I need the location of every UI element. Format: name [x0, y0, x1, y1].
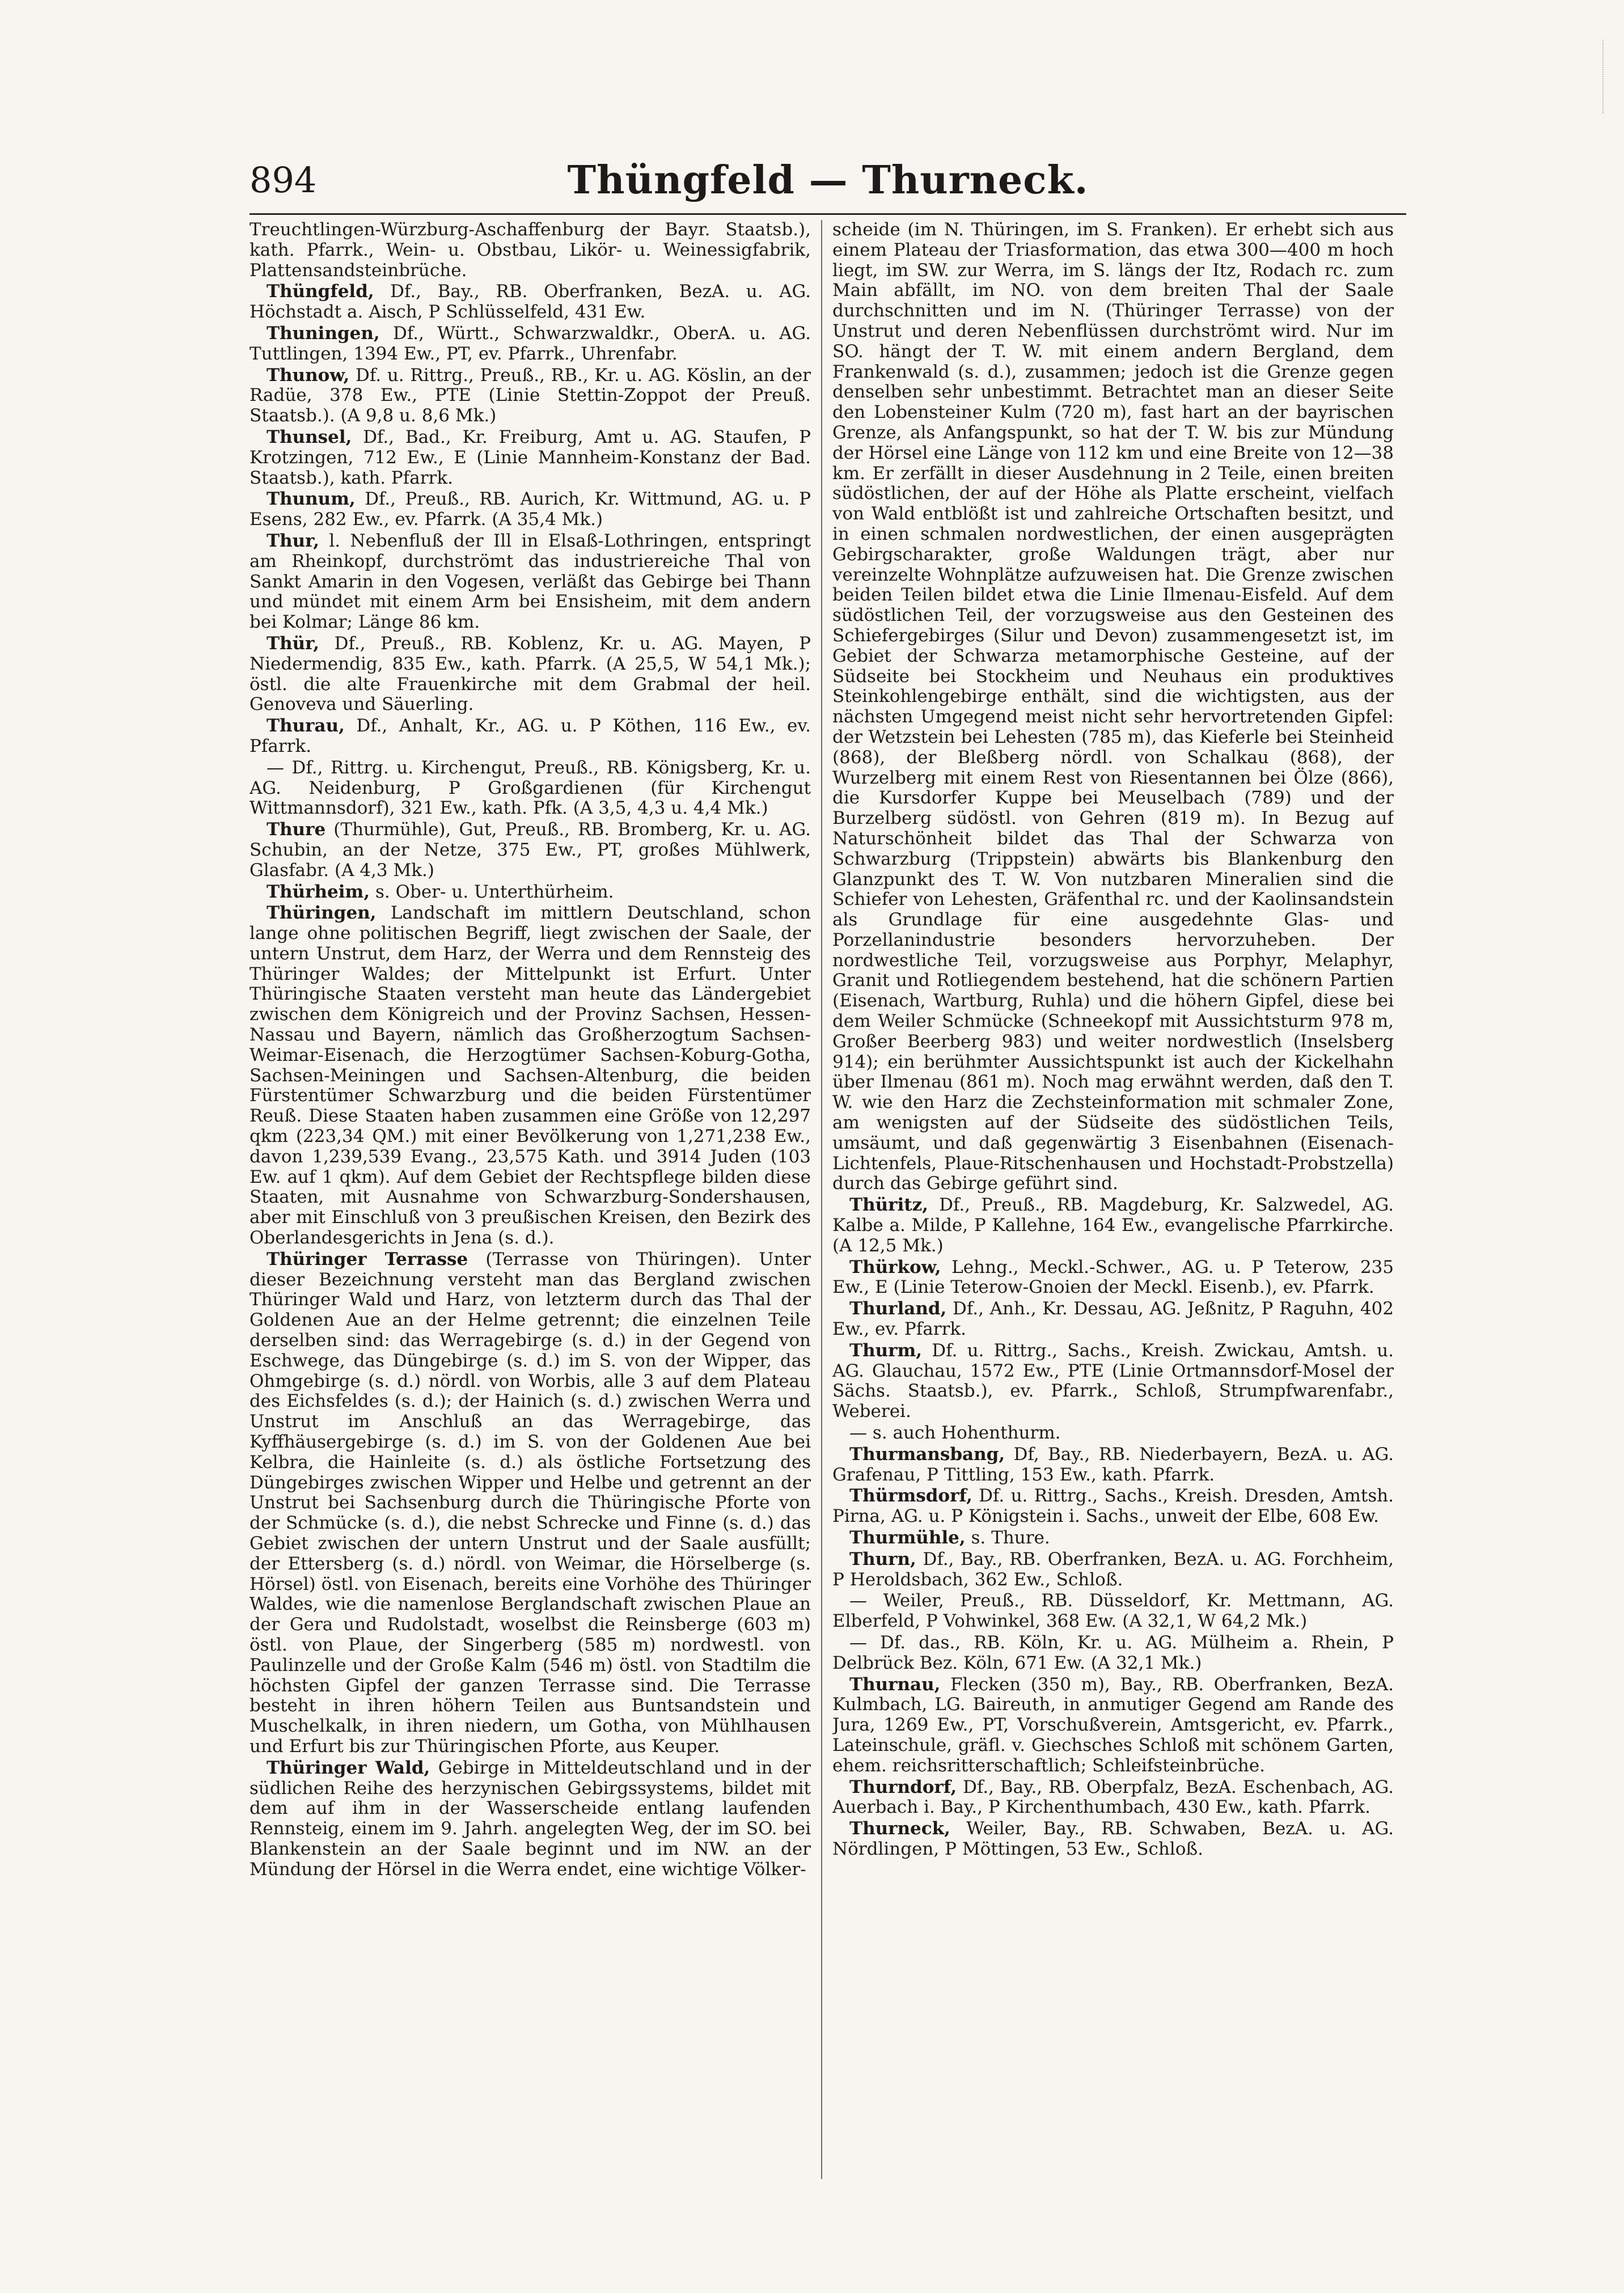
continued-text: [832, 220, 1394, 1194]
entry-headword: Thüritz,: [849, 1195, 928, 1216]
entry-headword: Thürheim,: [267, 881, 370, 902]
entry-text: Df., Bay., RB. Oberpfalz, BezA. Eschenbach, AG. Auerbach i. Bay., P Kirchenthumbach, 430 Ew., kath. Pfarrk.: [832, 1776, 1394, 1818]
dictionary-entry: [249, 716, 811, 757]
dictionary-entry: [249, 1250, 811, 1757]
continued-text: [249, 220, 811, 281]
column-divider: [821, 220, 822, 2179]
entry-headword: Thunum,: [267, 489, 356, 510]
dictionary-entry: [249, 758, 811, 819]
dictionary-entry: [249, 634, 811, 715]
entry-headword: Thüringen,: [267, 903, 377, 924]
entry-text: — s. auch Hohenthurm.: [849, 1423, 1061, 1444]
entry-text: scheide (im N. Thüringen, im S. Franken). Er erhebt sich aus einem Plateau der Triasformation, das etwa 300—400 m hoch liegt, im SW. zur Werra, im S. längs der Itz, Rodach rc. zum Main abfällt, im NO. von dem breiten Thal der Saale durchschnitten und im N. (Thüringer Terrasse) von der Unstrut und deren Nebenflüssen durchströmt wird. Nur im SO. hängt der T. W. mit einem andern Bergland, dem Frankenwald (s. d.), zusammen; jedoch ist die Grenze gegen denselben sehr unbestimmt. Betrachtet man an dieser Seite den Lobensteiner Kulm (720 m), fast hart an der bayrischen Grenze, als Anfangspunkt, so hat der T. W. bis zur Mündung der Hörsel eine Länge von 112 km und eine Breite von 12—38 km. Er zerfällt in dieser Ausdehnung in 2 Teile, einen breiten südöstlichen, der auf der Höhe als Platte erscheint, vielfach von Wald entblößt ist und zahlreiche Ortschaften besitzt, und in einen schmalen nordwestlichen, der einen ausgeprägten Gebirgscharakter, große Waldungen trägt, aber nur vereinzelte Wohnplätze aufzuweisen hat. Die Grenze zwischen beiden Teilen bildet etwa die Linie Ilmenau-Eisfeld. Auf dem südöstlichen Teil, der vorzugsweise aus den Gesteinen des Schiefergebirges (Silur und Devon) zusammengesetzt ist, im Gebiet der Schwarza metamorphische Gesteine, auf der Südseite bei Stockheim und Neuhaus ein produktives Steinkohlengebirge enthält, sind die wichtigsten, aus der nächsten Umgegend meist nicht sehr hervortretenden Gipfel: der Wetzstein bei Lehesten (785 m), das Kieferle bei Steinheid (868), der Bleßberg nördl. von Schalkau (868), der Wurzelberg mit einem Rest von Riesentannen bei Ölze (866), die Kursdorfer Kuppe bei Meuselbach (789) und der Burzelberg südöstl. von Gehren (819 m). In Bezug auf Naturschönheit bildet das Thal der Schwarza von Schwarzburg (Trippstein) abwärts bis Blankenburg den Glanzpunkt des T. W. Von nutzbaren Mineralien sind die Schiefer von Lehesten, Gräfenthal rc. und der Kaolinsandstein als Grundlage für eine ausgedehnte Glas- und Porzellanindustrie besonders hervorzuheben. Der nordwestliche Teil, vorzugsweise aus Porphyr, Melaphyr, Granit und Rotliegendem bestehend, hat die schönern Partien (Eisenach, Wartburg, Ruhla) und die höhern Gipfel, diese bei dem Weiler Schmücke (Schneekopf mit Aussichtsturm 978 m, Großer Beerberg 983) und weiter nordwestlich (Inselsberg 914); ein berühmter Aussichtspunkt ist auch der Kickelhahn über Ilmenau (861 m). Noch mag erwähnt werden, daß den T. W. wie den Harz die Zechsteinformation mit schmaler Zone, am wenigsten auf der Südseite des südöstlichen Teils, umsäumt, und daß gegenwärtig 3 Eisenbahnen (Eisenach-Lichtenfels, Plaue-Ritschenhausen und Hochstadt-Probstzella) durch das Gebirge geführt sind.: [832, 220, 1394, 1194]
entry-text: Df, Bay., RB. Niederbayern, BezA. u. AG. Grafenau, P Tittling, 153 Ew., kath. Pfarrk.: [832, 1444, 1394, 1485]
dictionary-entry: [249, 324, 811, 365]
entry-text: s. Thure.: [965, 1528, 1050, 1548]
entry-headword: Thüngfeld,: [267, 281, 374, 302]
entry-text: (Terrasse von Thüringen). Unter dieser Bezeichnung versteht man das Bergland zwischen Thüringer Wald und Harz, von letzterm durch das Thal der Goldenen Aue an der Helme getrennt; die einzelnen Teile derselben sind: das Werragebirge (s. d.) in der Gegend von Eschwege, das Düngebirge (s. d.) im S. von der Wipper, das Ohmgebirge (s. d.) nördl. von Worbis, alle 3 auf dem Plateau des Eichsfeldes (s. d.); der Hainich (s. d.) zwischen Werra und Unstrut im Anschluß an das Werragebirge, das Kyffhäusergebirge (s. d.) im S. von der Goldenen Aue bei Kelbra, die Hainleite (s. d.) als östliche Fortsetzung des Düngebirges zwischen Wipper und Helbe und getrennt an der Unstrut bei Sachsenburg durch die Thüringische Pforte von der Schmücke (s. d.), die nebst Schrecke und Finne (s. d.) das Gebiet zwischen der untern Unstrut und der Saale ausfüllt; der Ettersberg (s. d.) nördl. von Weimar, die Hörselberge (s. Hörsel) östl. von Eisenach, bereits eine Vorhöhe des Thüringer Waldes, wie die namenlose Berglandschaft zwischen Plaue an der Gera und Rudolstadt, woselbst die Reinsberge (603 m) östl. von Plaue, der Singerberg (585 m) nordwestl. von Paulinzelle und der Große Kalm (546 m) östl. von Stadtilm die höchsten Gipfel der ganzen Terrasse sind. Die Terrasse besteht in ihren höhern Teilen aus Buntsandstein und Muschelkalk, in ihren niedern, um Gotha, von Mühlhausen und Erfurt bis zur Thüringischen Pforte, aus Keuper.: [249, 1249, 811, 1757]
entry-text: Df. u. Rittrg., Preuß., RB., Kr. u. AG. Köslin, an der Radüe, 378 Ew., PTE (Linie Stettin-Zoppot der Preuß. Staatsb.). (A 9,8 u. 8,6 Mk.): [249, 365, 811, 426]
right-column: [832, 220, 1394, 2188]
entry-headword: Thurnau,: [849, 1674, 941, 1695]
entry-headword: Thurn,: [849, 1549, 916, 1569]
entry-headword: Thür,: [267, 633, 320, 654]
entry-text: Lehng., Meckl.-Schwer., AG. u. P Teterow, 235 Ew., E (Linie Teterow-Gnoien der Meckl. Eisenb.), ev. Pfarrk.: [832, 1257, 1394, 1298]
dictionary-entry: [249, 1758, 811, 1880]
running-title: Thüngfeld — Thurneck.: [567, 158, 1089, 203]
entry-text: Df. u. Rittrg., Sachs., Kreish. Dresden, Amtsh. Pirna, AG. u. P Königstein i. Sachs., unweit der Elbe, 608 Ew.: [832, 1486, 1394, 1527]
page-header: [249, 152, 1406, 215]
entry-text: — Df., Rittrg. u. Kirchengut, Preuß., RB. Königsberg, Kr. u. AG. Neidenburg, P Großgardienen (für Kirchengut Wittmannsdorf), 321 Ew., kath. Pfk. (A 3,5, 4,3 u. 4,4 Mk.): [249, 757, 811, 819]
entry-headword: Thunow,: [267, 365, 350, 386]
entry-headword: Thurmansbang,: [849, 1444, 1005, 1465]
entry-text: Df., Württ., Schwarzwaldkr., OberA. u. AG. Tuttlingen, 1394 Ew., PT, ev. Pfarrk., Uhrenfabr.: [249, 323, 811, 364]
dictionary-entry: [832, 1341, 1394, 1422]
dictionary-entry: [249, 882, 811, 903]
entry-text: Df., Preuß., RB. Magdeburg, Kr. Salzwedel, AG. Kalbe a. Milde, P Kallehne, 164 Ew., evangelische Pfarrkirche. (A 12,5 Mk.): [832, 1195, 1394, 1256]
dictionary-entry: [249, 903, 811, 1249]
entry-text: Treuchtlingen-Würzburg-Aschaffenburg der Bayr. Staatsb.), kath. Pfarrk., Wein- u. Obstbau, Likör- u. Weinessigfabrik, Plattensandsteinbrüche.: [249, 220, 811, 281]
dictionary-entry: [249, 428, 811, 488]
entry-text: Df. u. Rittrg., Sachs., Kreish. Zwickau, Amtsh. u. AG. Glauchau, 1572 Ew., PTE (Linie Ortmannsdorf-Mosel der Sächs. Staatsb.), ev. Pfarrk., Schloß, Strumpfwarenfabr., Weberei.: [832, 1340, 1394, 1422]
entry-headword: Thuningen,: [267, 323, 380, 344]
entry-headword: Thurneck,: [849, 1818, 950, 1839]
left-column: [249, 220, 811, 2188]
page-number: 894: [249, 159, 317, 201]
entry-headword: Thürkow,: [849, 1257, 941, 1277]
entry-text: s. Ober- u. Unterthürheim.: [370, 881, 614, 902]
entry-text: Df., Preuß., RB. Aurich, Kr. Wittmund, AG. u. P Esens, 282 Ew., ev. Pfarrk. (A 35,4 Mk.): [249, 489, 811, 530]
dictionary-entry: [832, 1633, 1394, 1674]
dictionary-entry: [249, 489, 811, 530]
dictionary-entry: [832, 1258, 1394, 1298]
dictionary-entry: [832, 1819, 1394, 1860]
entry-headword: Thurland,: [849, 1298, 947, 1319]
entry-headword: Thur,: [267, 530, 320, 551]
dictionary-entry: [832, 1528, 1394, 1549]
entry-text: Landschaft im mittlern Deutschland, schon lange ohne politischen Begriff, liegt zwischen der Saale, der untern Unstrut, dem Harz, der Werra und dem Rennsteig des Thüringer Waldes; der Mittelpunkt ist Erfurt. Unter Thüringische Staaten versteht man heute das Ländergebiet zwischen dem Königreich und der Provinz Sachsen, Hessen-Nassau und Bayern, nämlich das Großherzogtum Sachsen-Weimar-Eisenach, die Herzogtümer Sachsen-Koburg-Gotha, Sachsen-Meiningen und Sachsen-Altenburg, die beiden Fürstentümer Schwarzburg und die beiden Fürstentümer Reuß. Diese Staaten haben zusammen eine Größe von 12,297 qkm (223,34 QM.) mit einer Bevölkerung von 1,271,238 Ew., davon 1,239,539 Evang., 23,575 Kath. und 3914 Juden (103 Ew. auf 1 qkm). Auf dem Gebiet der Rechtspflege bilden diese Staaten, mit Ausnahme von Schwarzburg-Sondershausen, aber mit Einschluß von 3 preußischen Kreisen, den Bezirk des Oberlandesgerichts in Jena (s. d.).: [249, 903, 811, 1249]
entry-headword: Thure: [267, 819, 326, 840]
entry-text: l. Nebenfluß der Ill in Elsaß-Lothringen, entspringt am Rheinkopf, durchströmt das industriereiche Thal von Sankt Amarin in den Vogesen, verläßt das Gebirge bei Thann und mündet mit einem Arm bei Ensisheim, mit dem andern bei Kolmar; Länge 86 km.: [249, 530, 811, 633]
entry-headword: Thurndorf,: [849, 1776, 957, 1797]
dictionary-entry: [832, 1486, 1394, 1527]
entry-headword: Thurau,: [267, 716, 345, 737]
dictionary-entry: [832, 1445, 1394, 1486]
dictionary-entry: [249, 820, 811, 881]
entry-text: Gebirge in Mitteldeutschland und in der südlichen Reihe des herzynischen Gebirgssystems, bildet mit dem auf ihm in der Wasserscheide entlang laufenden Rennsteig, einem im 9. Jahrh. angelegten Weg, der im SO. bei Blankenstein an der Saale beginnt und im NW. an der Mündung der Hörsel in die Werra endet, eine wichtige Völker-: [249, 1757, 811, 1880]
entry-headword: Thürmsdorf,: [849, 1486, 972, 1507]
entry-headword: Thüringer Terrasse: [267, 1249, 468, 1270]
dictionary-entry: [832, 1195, 1394, 1256]
entry-headword: Thunsel,: [267, 426, 352, 447]
entry-text: (Thurmühle), Gut, Preuß., RB. Bromberg, Kr. u. AG. Schubin, an der Netze, 375 Ew., PT, großes Mühlwerk, Glasfabr. (A 4,3 Mk.): [249, 819, 811, 881]
text-columns: [249, 220, 1406, 2188]
entry-headword: Thurm,: [849, 1340, 923, 1361]
margin-scan-mark: [1588, 40, 1604, 113]
dictionary-entry: [832, 1778, 1394, 1818]
entry-headword: Thüringer Wald,: [267, 1757, 430, 1778]
entry-text: Df., Preuß., RB. Koblenz, Kr. u. AG. Mayen, P Niedermendig, 835 Ew., kath. Pfarrk. (A 25,5, W 54,1 Mk.); östl. die alte Frauenkirche mit dem Grabmal der heil. Genoveva und Säuerling.: [249, 633, 811, 715]
dictionary-entry: [249, 531, 811, 633]
dictionary-page: [249, 152, 1406, 2199]
entry-headword: Thurmühle,: [849, 1528, 966, 1548]
entry-text: Df., Anh., Kr. Dessau, AG. Jeßnitz, P Raguhn, 402 Ew., ev. Pfarrk.: [832, 1298, 1394, 1340]
dictionary-entry: [832, 1423, 1394, 1444]
entry-text: Weiler, Bay., RB. Schwaben, BezA. u. AG. Nördlingen, P Möttingen, 53 Ew., Schloß.: [832, 1818, 1394, 1859]
entry-text: — Weiler, Preuß., RB. Düsseldorf, Kr. Mettmann, AG. Elberfeld, P Vohwinkel, 368 Ew. (A 32,1, W 64,2 Mk.): [832, 1590, 1394, 1632]
entry-text: Df., Bad., Kr. Freiburg, Amt u. AG. Staufen, P Krotzingen, 712 Ew., E (Linie Mannheim-Konstanz der Bad. Staatsb.), kath. Pfarrk.: [249, 426, 811, 488]
dictionary-entry: [832, 1591, 1394, 1632]
dictionary-entry: [832, 1550, 1394, 1590]
entry-text: — Df. das., RB. Köln, Kr. u. AG. Mülheim a. Rhein, P Delbrück Bez. Köln, 671 Ew. (A 32,1 Mk.): [832, 1632, 1394, 1673]
entry-text: Df., Anhalt, Kr., AG. u. P Köthen, 116 Ew., ev. Pfarrk.: [249, 716, 811, 756]
entry-text: Df., Bay., RB. Oberfranken, BezA. u. AG. Höchstadt a. Aisch, P Schlüsselfeld, 431 Ew.: [249, 281, 811, 323]
dictionary-entry: [832, 1299, 1394, 1340]
dictionary-entry: [249, 366, 811, 426]
entry-text: Flecken (350 m), Bay., RB. Oberfranken, BezA. Kulmbach, LG. Baireuth, in anmutiger Gegend am Rande des Jura, 1269 Ew., PT, Vorschußverein, Amtsgericht, ev. Pfarrk., Lateinschule, gräfl. v. Giechsches Schloß mit schönem Garten, ehem. reichsritterschaftlich; Schleifsteinbrüche.: [832, 1674, 1394, 1776]
dictionary-entry: [832, 1675, 1394, 1776]
entry-text: Df., Bay., RB. Oberfranken, BezA. u. AG. Forchheim, P Heroldsbach, 362 Ew., Schloß.: [832, 1549, 1394, 1590]
dictionary-entry: [249, 282, 811, 323]
